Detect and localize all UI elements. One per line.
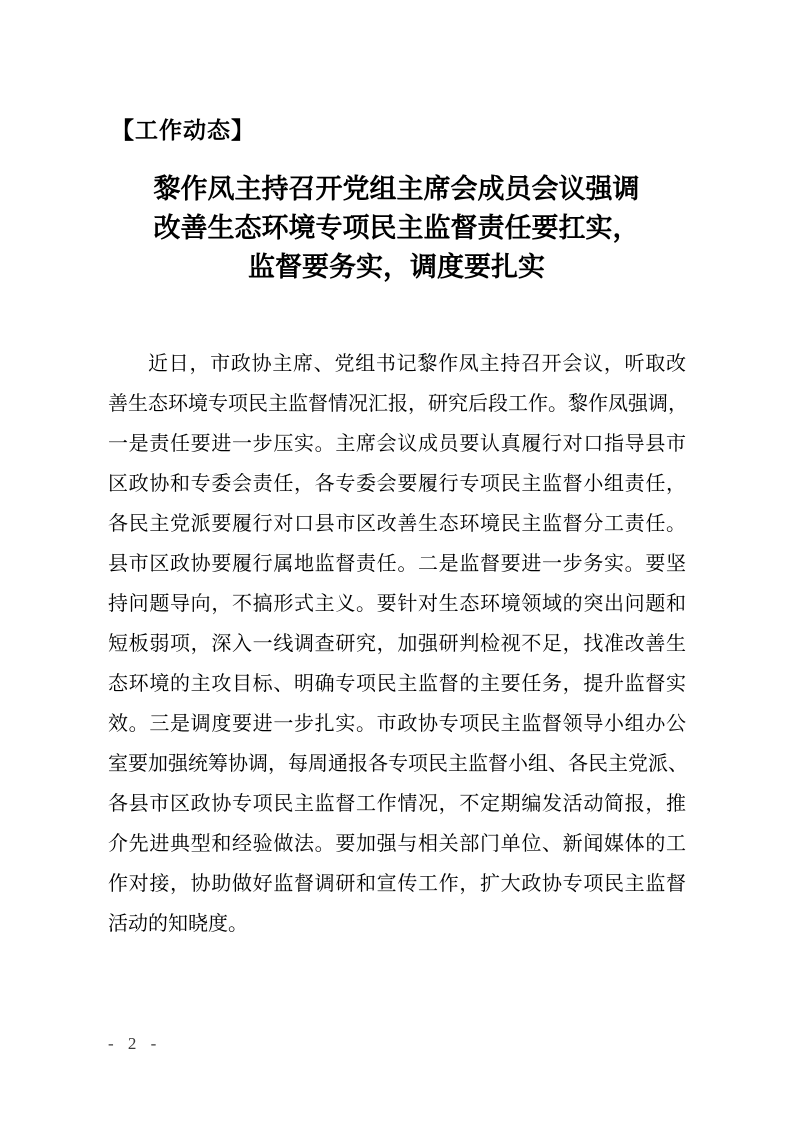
- body-line: 善生态环境专项民主监督情况汇报，研究后段工作。黎作凤强调，: [108, 393, 688, 415]
- body-line: 室要加强统筹协调，每周通报各专项民主监督小组、各民主党派、: [108, 753, 688, 775]
- body-line: 持问题导向，不搞形式主义。要针对生态环境领域的突出问题和: [108, 593, 686, 615]
- body-line: 态环境的主攻目标、明确专项民主监督的主要任务，提升监督实: [108, 673, 686, 695]
- document-title: [60, 170, 733, 287]
- body-line: 短板弱项，深入一线调查研究，加强研判检视不足，找准改善生: [108, 633, 686, 655]
- section-header: 【工作动态】: [111, 117, 255, 143]
- document-title-line: 黎作凤主持召开党组主席会成员会议强调: [153, 174, 640, 204]
- body-line: 近日，市政协主席、党组书记黎作凤主持召开会议，听取改: [148, 353, 686, 375]
- body-line: 作对接，协助做好监督调研和宣传工作，扩大政协专项民主监督: [108, 873, 686, 895]
- body-line: 一是责任要进一步压实。主席会议成员要认真履行对口指导县市: [108, 433, 686, 455]
- body-line: 区政协和专委会责任，各专委会要履行专项民主监督小组责任，: [108, 473, 686, 495]
- body-line: 活动的知晓度。: [108, 913, 248, 935]
- body-line: 各民主党派要履行对口县市区改善生态环境民主监督分工责任。: [108, 513, 686, 535]
- document-title-line: 监督要务实，调度要扎实: [248, 252, 545, 282]
- body-line: 县市区政协要履行属地监督责任。二是监督要进一步务实。要坚: [108, 553, 686, 575]
- body-paragraph: [108, 344, 686, 944]
- document-title-line: 改善生态环境专项民主监督责任要扛实，: [153, 213, 640, 243]
- body-line: 各县市区政协专项民主监督工作情况，不定期编发活动简报，推: [108, 793, 686, 815]
- page-number: - 2 -: [108, 1034, 162, 1053]
- body-line: 效。三是调度要进一步扎实。市政协专项民主监督领导小组办公: [108, 713, 686, 735]
- body-line: 介先进典型和经验做法。要加强与相关部门单位、新闻媒体的工: [108, 833, 686, 855]
